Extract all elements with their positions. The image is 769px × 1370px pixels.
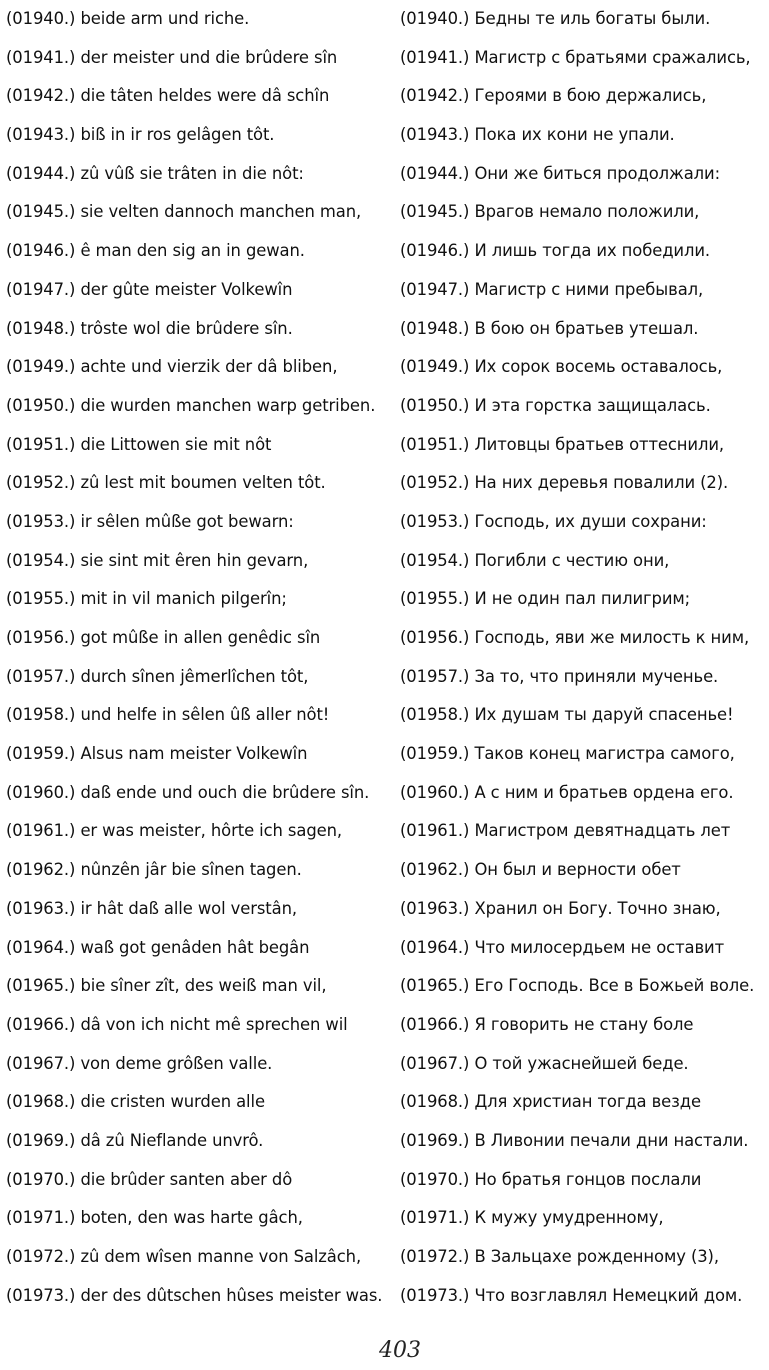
verse-line-german: (01951.) die Littowen sie mit nôt <box>6 434 272 454</box>
verse-line-russian: (01960.) А с ним и братьев ордена его. <box>400 782 734 802</box>
verse-line-german: (01948.) trôste wol die brûdere sîn. <box>6 318 293 338</box>
verse-line-german: (01958.) und helfe in sêlen ûß aller nôt! <box>6 705 330 725</box>
verse-line-russian: (01961.) Магистром девятнадцать лет <box>400 821 731 841</box>
verse-line-german: (01953.) ir sêlen mûße got bewarn: <box>6 511 294 531</box>
verse-line-russian: (01966.) Я говорить не стану боле <box>400 1014 694 1034</box>
verse-line-russian: (01967.) О той ужаснейшей беде. <box>400 1053 689 1073</box>
verse-line-german: (01968.) die cristen wurden alle <box>6 1092 265 1112</box>
verse-line-german: (01949.) achte und vierzik der dâ bliben, <box>6 357 338 377</box>
page-number: 403 <box>379 1338 421 1363</box>
verse-line-german: (01943.) biß in ir ros gelâgen tôt. <box>6 125 275 145</box>
verse-line-russian: (01969.) В Ливонии печали дни настали. <box>400 1130 749 1150</box>
verse-line-russian: (01943.) Пока их кони не упали. <box>400 125 675 145</box>
verse-line-german: (01962.) nûnzên jâr bie sînen tagen. <box>6 860 302 880</box>
verse-line-german: (01941.) der meister und die brûdere sîn <box>6 47 338 67</box>
verse-line-german: (01959.) Alsus nam meister Volkewîn <box>6 744 308 764</box>
verse-line-german: (01950.) die wurden manchen warp getriben. <box>6 395 376 415</box>
verse-line-german: (01940.) beide arm und riche. <box>6 9 250 28</box>
verse-line-german: (01961.) er was meister, hôrte ich sagen, <box>6 821 343 841</box>
verse-line-russian: (01956.) Господь, яви же милость к ним, <box>400 628 750 647</box>
verse-line-german: (01972.) zû dem wîsen manne von Salzâch, <box>6 1247 362 1266</box>
verse-line-german: (01954.) sie sint mit êren hin gevarn, <box>6 550 309 570</box>
verse-line-russian: (01948.) В бою он братьев утешал. <box>400 318 699 338</box>
verse-line-russian: (01963.) Хранил он Богу. Точно знаю, <box>400 898 721 918</box>
verse-line-russian: (01958.) Их душам ты даруй спасенье! <box>400 705 734 725</box>
verse-line-german: (01955.) mit in vil manich pilgerîn; <box>6 589 287 609</box>
verse-line-russian: (01942.) Героями в бою держались, <box>400 86 707 106</box>
verse-line-german: (01970.) die brûder santen aber dô <box>6 1169 293 1189</box>
verse-line-german: (01967.) von deme grôßen valle. <box>6 1053 273 1073</box>
verse-line-russian: (01951.) Литовцы братьев оттеснили, <box>400 434 725 454</box>
german-text-column <box>6 4 398 1319</box>
verse-line-russian: (01950.) И эта горстка защищалась. <box>400 395 711 415</box>
verse-line-german: (01969.) dâ zû Nieflande unvrô. <box>6 1130 264 1150</box>
verse-line-russian: (01965.) Его Господь. Все в Божьей воле. <box>400 976 755 996</box>
verse-line-german: (01944.) zû vûß sie trâten in die nôt: <box>6 163 304 183</box>
verse-line-german: (01945.) sie velten dannoch manchen man, <box>6 202 362 222</box>
verse-line-russian: (01959.) Таков конец магистра самого, <box>400 744 735 764</box>
verse-line-german: (01957.) durch sînen jêmerlîchen tôt, <box>6 666 309 686</box>
verse-line-russian: (01946.) И лишь тогда их победили. <box>400 241 711 261</box>
verse-line-russian: (01945.) Врагов немало положили, <box>400 202 700 222</box>
verse-line-russian: (01949.) Их сорок восемь оставалось, <box>400 357 723 377</box>
verse-line-russian: (01955.) И не один пал пилигрим; <box>400 589 691 609</box>
verse-line-russian: (01970.) Но братья гонцов послали <box>400 1169 702 1189</box>
verse-line-russian: (01972.) В Зальцахе рожденному (3), <box>400 1247 719 1266</box>
verse-line-german: (01946.) ê man den sig an in gewan. <box>6 241 305 261</box>
verse-line-russian: (01973.) Что возглавлял Немецкий дом. <box>400 1285 743 1305</box>
verse-line-german: (01963.) ir hât daß alle wol verstân, <box>6 898 297 918</box>
verse-line-german: (01960.) daß ende und ouch die brûdere sîn. <box>6 782 370 802</box>
verse-line-russian: (01957.) За то, что приняли мученье. <box>400 666 719 686</box>
verse-line-russian: (01952.) На них деревья повалили (2). <box>400 473 729 493</box>
verse-line-russian: (01941.) Магистр с братьями сражались, <box>400 47 751 67</box>
verse-line-russian: (01954.) Погибли с честию они, <box>400 550 670 570</box>
verse-line-german: (01964.) waß got genâden hât begân <box>6 937 310 957</box>
verse-line-german: (01965.) bie sîner zît, des weiß man vil, <box>6 976 327 996</box>
verse-line-german: (01942.) die tâten heldes were dâ schîn <box>6 86 330 106</box>
verse-line-russian: (01962.) Он был и верности обет <box>400 860 681 880</box>
verse-line-german: (01971.) boten, den was harte gâch, <box>6 1208 303 1228</box>
verse-line-russian: (01947.) Магистр с ними пребывал, <box>400 279 704 299</box>
verse-line-russian: (01968.) Для христиан тогда везде <box>400 1092 701 1112</box>
russian-translation-column <box>400 4 766 1319</box>
verse-line-german: (01952.) zû lest mit boumen velten tôt. <box>6 473 326 493</box>
verse-line-german: (01956.) got mûße in allen genêdic sîn <box>6 628 321 647</box>
verse-line-russian: (01971.) К мужу умудренному, <box>400 1208 664 1228</box>
verse-line-russian: (01964.) Что милосердьем не оставит <box>400 937 725 957</box>
verse-line-german: (01966.) dâ von ich nicht mê sprechen wil <box>6 1014 348 1034</box>
verse-line-german: (01947.) der gûte meister Volkewîn <box>6 279 293 299</box>
verse-line-russian: (01940.) Бедны те иль богаты были. <box>400 9 711 28</box>
verse-line-german: (01973.) der des dûtschen hûses meister was. <box>6 1285 383 1305</box>
verse-line-russian: (01953.) Господь, их души сохрани: <box>400 511 707 531</box>
verse-line-russian: (01944.) Они же биться продолжали: <box>400 163 720 183</box>
